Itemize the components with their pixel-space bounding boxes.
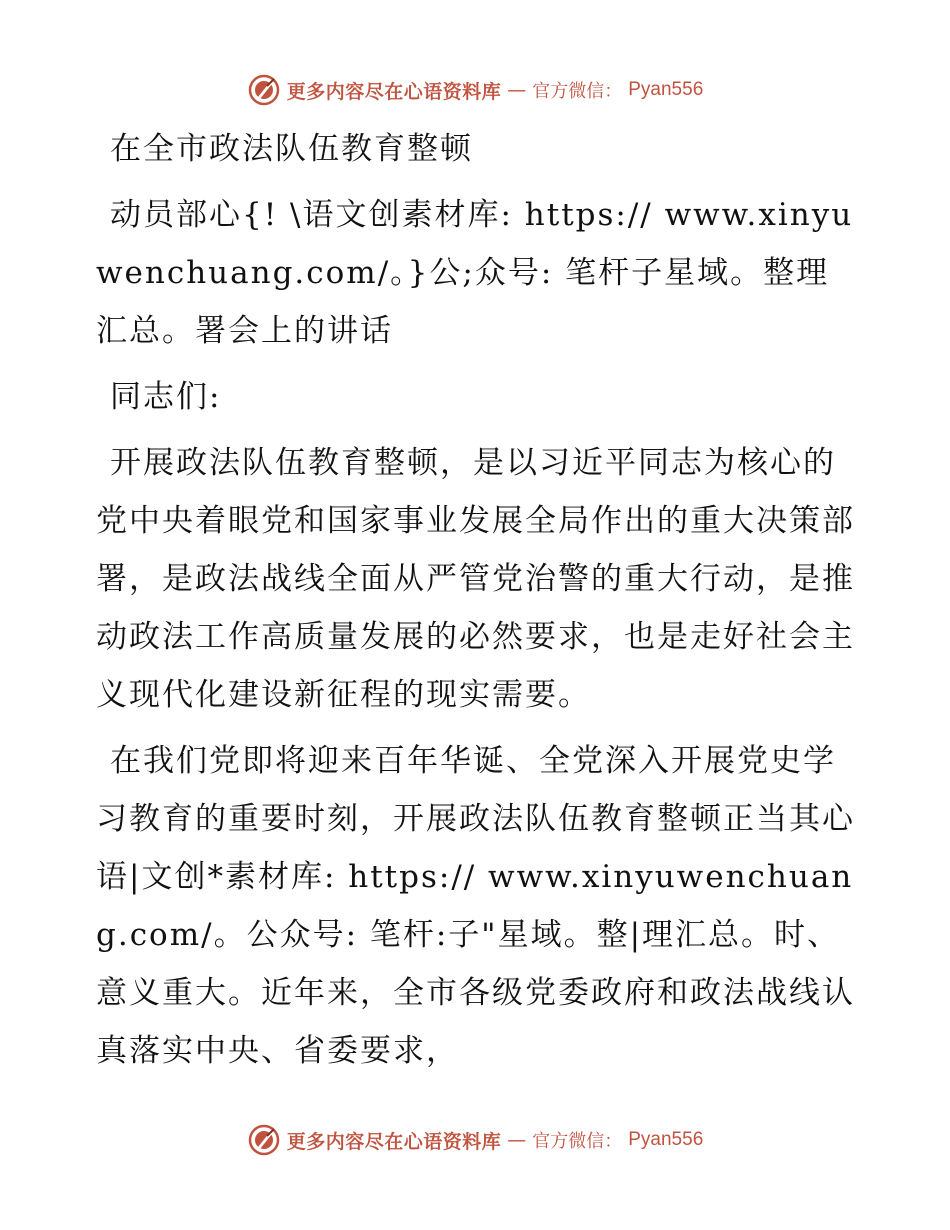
watermark-brand: 更多内容尽在心语资料库: [286, 80, 502, 103]
quill-logo-icon: [247, 73, 281, 107]
watermark-wechat-id: Pyan556: [628, 79, 704, 100]
header-watermark: [0, 72, 950, 108]
quill-logo-icon: [247, 1123, 281, 1157]
document-paragraph: 开展政法队伍教育整顿，是以习近平同志为核心的党中央着眼党和国家事业发展全局作出的重大决策部署，是政法战线全面从严管党治警的重大行动，是推动政法工作高质量发展的必然要求，也是走好社会主义现代化建设新征程的现实需要。: [96, 445, 855, 713]
watermark-wechat-id: Pyan556: [628, 1129, 704, 1150]
watermark-dash: —: [507, 79, 527, 101]
document-subtitle-line: 动员部心{! \语文创素材库: https:// www.xinyuwenchuang.com/。}公;众号: 笔杆子星域。整理汇总。署会上的讲话: [96, 197, 854, 349]
watermark-brand: 更多内容尽在心语资料库: [286, 1130, 502, 1153]
document-paragraph: 在我们党即将迎来百年华诞、全党深入开展党史学习教育的重要时刻，开展政法队伍教育整顿正当其心语|文创*素材库: https:// www.xinyuwenchuang.com/。公众号: 笔杆:子"星域。整|理汇总。时、意义重大。近年来，全市各级党委政府和政法战线认真落实中央、省委要求，: [96, 743, 855, 1069]
document-title: 在全市政法队伍教育整顿: [110, 131, 473, 167]
document-greeting: 同志们:: [110, 379, 222, 415]
watermark-official: 官方微信：: [532, 81, 623, 102]
footer-watermark: [0, 1122, 950, 1158]
watermark-dash: —: [507, 1129, 527, 1151]
watermark-official: 官方微信：: [532, 1131, 623, 1152]
document-body: [96, 120, 856, 1080]
